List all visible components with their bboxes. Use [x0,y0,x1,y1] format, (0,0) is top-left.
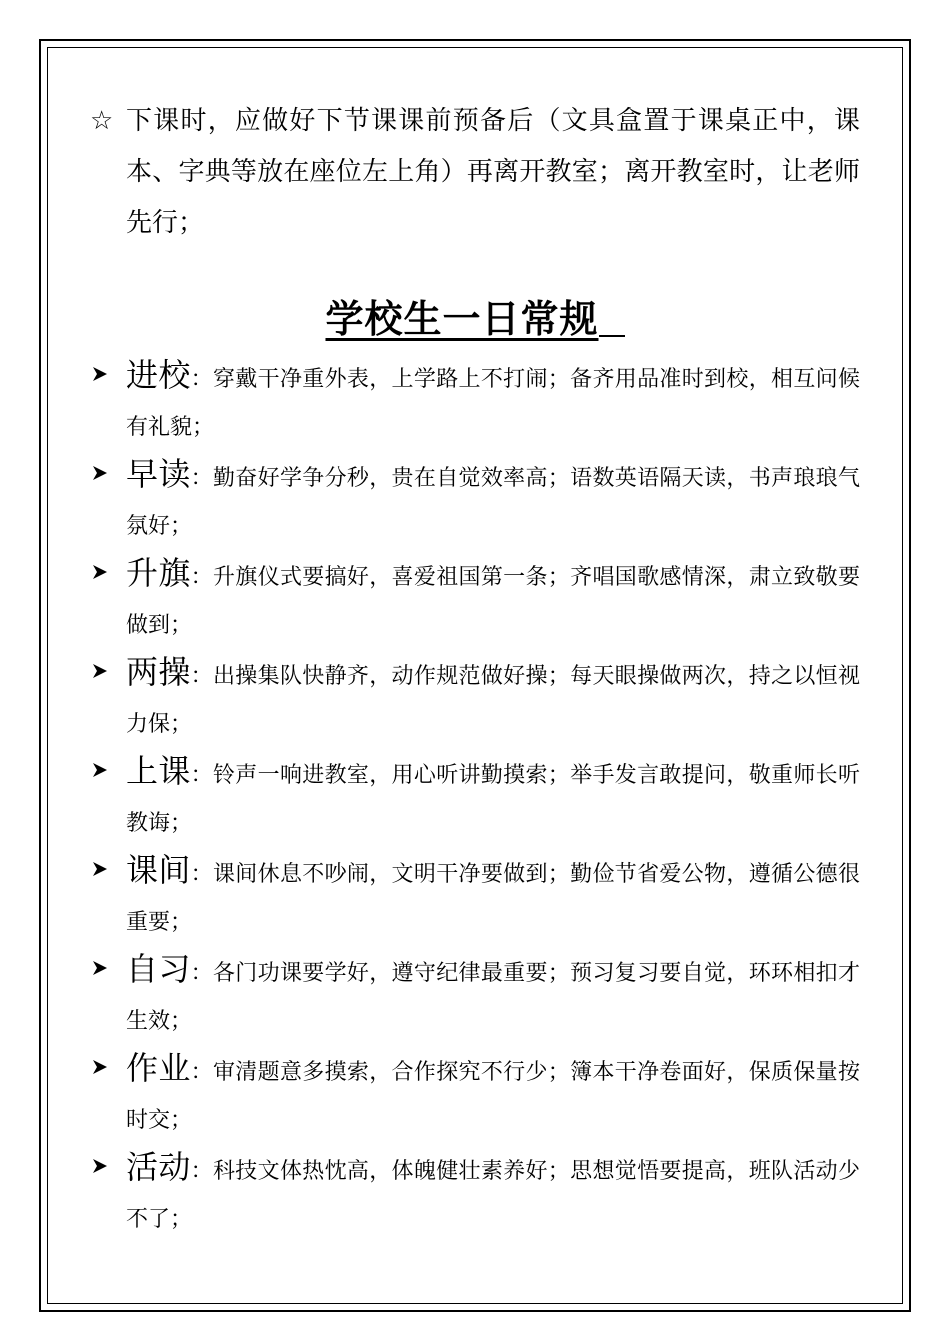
arrow-bullet-icon [90,561,110,583]
rule-item [90,846,860,945]
rule-text: 穿戴干净重外表，上学路上不打闹；备齐用品准时到校，相互问候有礼貌； [126,367,860,440]
arrow-bullet-icon [90,363,110,385]
rule-item [90,351,860,450]
intro-paragraph [90,96,860,249]
rule-separator: ： [190,367,213,392]
rule-label: 自习 [126,950,191,988]
rule-label: 早读 [126,455,191,493]
rule-label: 上课 [126,752,191,790]
rule-item [90,1044,860,1143]
rule-label: 升旗 [126,554,191,592]
rule-item [90,747,860,846]
rule-text: 各门功课要学好，遵守纪律最重要；预习复习要自觉，环环相扣才生效； [126,961,860,1034]
rule-text: 升旗仪式要搞好，喜爱祖国第一条；齐唱国歌感情深，肃立致敬要做到； [126,565,860,638]
rule-separator: ： [190,466,213,491]
rule-item [90,549,860,648]
page-title: 学校生一日常规 [325,296,599,341]
intro-text: 下课时，应做好下节课课前预备后（文具盒置于课桌正中，课本、字典等放在座位左上角）再离开教室；离开教室时，让老师先行； [126,106,860,238]
rule-label: 进校 [126,356,191,394]
rule-text: 铃声一响进教室，用心听讲勤摸索；举手发言敢提问，敬重师长听教诲； [126,763,860,836]
rule-separator: ： [190,565,213,590]
title-container [90,295,860,343]
arrow-bullet-icon [90,1056,110,1078]
rule-separator: ： [190,862,213,887]
rule-text: 课间休息不吵闹，文明干净要做到；勤俭节省爱公物，遵循公德很重要； [126,862,860,935]
rule-text: 勤奋好学争分秒，贵在自觉效率高；语数英语隔天读，书声琅琅气氛好； [126,466,860,539]
arrow-bullet-icon [90,858,110,880]
star-icon: ☆ [90,106,114,136]
rule-item [90,648,860,747]
rule-item [90,1143,860,1242]
rule-separator: ： [190,1060,213,1085]
rule-label: 两操 [126,653,191,691]
rule-separator: ： [190,664,213,689]
rule-text: 科技文体热忱高，体魄健壮素养好；思想觉悟要提高，班队活动少不了； [126,1159,860,1232]
rule-item [90,450,860,549]
rule-label: 作业 [126,1049,191,1087]
rule-label: 活动 [126,1148,191,1186]
title-underline-tail [599,295,625,337]
rule-text: 审清题意多摸索，合作探究不行少；簿本干净卷面好，保质保量按时交； [126,1060,860,1133]
document-body [90,96,860,1242]
arrow-bullet-icon [90,957,110,979]
arrow-bullet-icon [90,660,110,682]
rule-separator: ： [190,763,213,788]
rule-label: 课间 [126,851,191,889]
arrow-bullet-icon [90,462,110,484]
rules-list [90,351,860,1242]
rule-separator: ： [190,1159,213,1184]
rule-text: 出操集队快静齐，动作规范做好操；每天眼操做两次，持之以恒视力保； [126,664,860,737]
rule-item [90,945,860,1044]
rule-separator: ： [190,961,213,986]
arrow-bullet-icon [90,1155,110,1177]
arrow-bullet-icon [90,759,110,781]
